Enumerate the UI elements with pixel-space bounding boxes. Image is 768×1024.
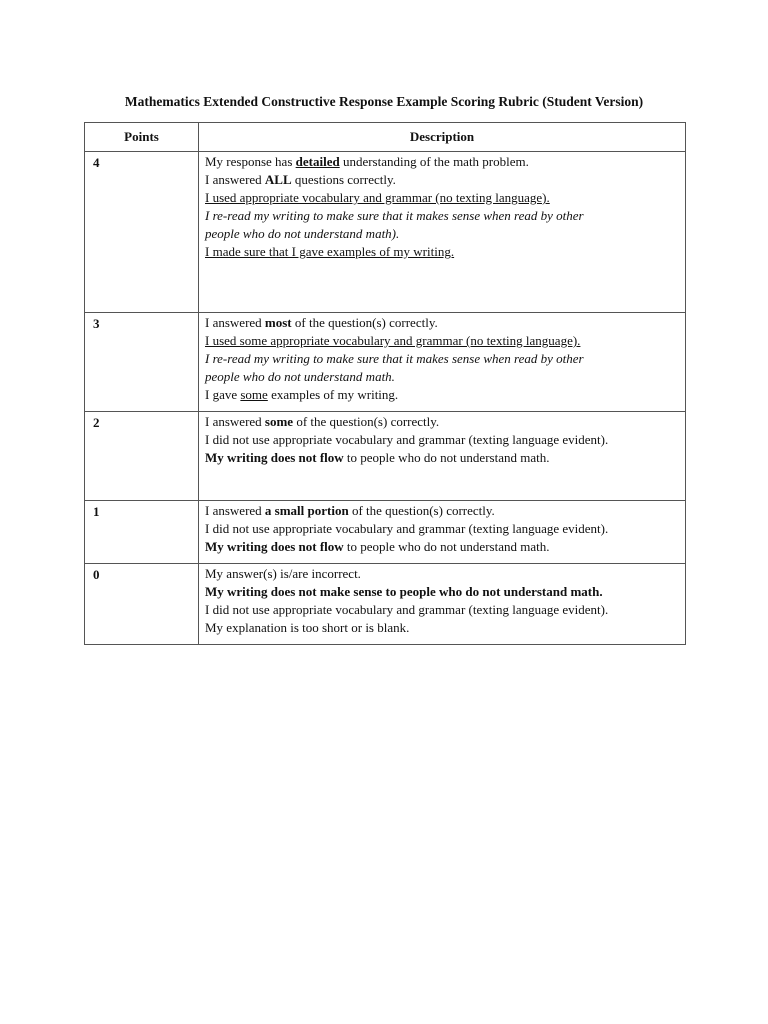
table-header-row [85,123,686,152]
description-line: people who do not understand math. [205,369,395,384]
description-cell [199,152,686,313]
points-cell: 0 [85,564,199,645]
description-line: My explanation is too short or is blank. [205,620,410,635]
points-cell: 1 [85,501,199,564]
rubric-row-0 [85,564,686,645]
description-line: I used appropriate vocabulary and grammar (no texting language). [205,190,550,205]
points-column-header: Points [85,123,199,152]
description-line: My answer(s) is/are incorrect. [205,566,361,581]
description-line: I answered ALL questions correctly. [205,172,396,187]
description-line: I did not use appropriate vocabulary and grammar (texting language evident). [205,521,609,536]
description-line: I used some appropriate vocabulary and grammar (no texting language). [205,333,581,348]
description-cell [199,564,686,645]
description-line: I made sure that I gave examples of my writing. [205,244,455,259]
document-title: Mathematics Extended Constructive Response Example Scoring Rubric (Student Version) [124,94,644,109]
description-line: My writing does not make sense to people who do not understand math. [205,584,603,599]
description-cell [199,313,686,412]
rubric-row-1 [85,501,686,564]
description-line: My response has detailed understanding of the math problem. [205,154,529,169]
description-line: My writing does not flow to people who do not understand math. [205,450,550,465]
points-cell: 4 [85,152,199,313]
description-line: people who do not understand math). [205,226,400,241]
description-cell [199,501,686,564]
description-line: I gave some examples of my writing. [205,387,399,402]
rubric-row-4 [85,152,686,313]
description-line: I did not use appropriate vocabulary and grammar (texting language evident). [205,432,609,447]
description-cell [199,412,686,501]
rubric-row-3 [85,313,686,412]
description-line: I answered most of the question(s) correctly. [205,315,438,330]
points-cell: 2 [85,412,199,501]
description-line: I re-read my writing to make sure that it makes sense when read by other [205,208,584,223]
description-line: I re-read my writing to make sure that it makes sense when read by other [205,351,584,366]
description-line: I did not use appropriate vocabulary and grammar (texting language evident). [205,602,609,617]
description-line: I answered a small portion of the question(s) correctly. [205,503,495,518]
points-cell: 3 [85,313,199,412]
description-column-header: Description [199,123,686,152]
scoring-rubric-table [84,122,686,645]
description-line: I answered some of the question(s) correctly. [205,414,440,429]
rubric-row-2 [85,412,686,501]
description-line: My writing does not flow to people who do not understand math. [205,539,550,554]
